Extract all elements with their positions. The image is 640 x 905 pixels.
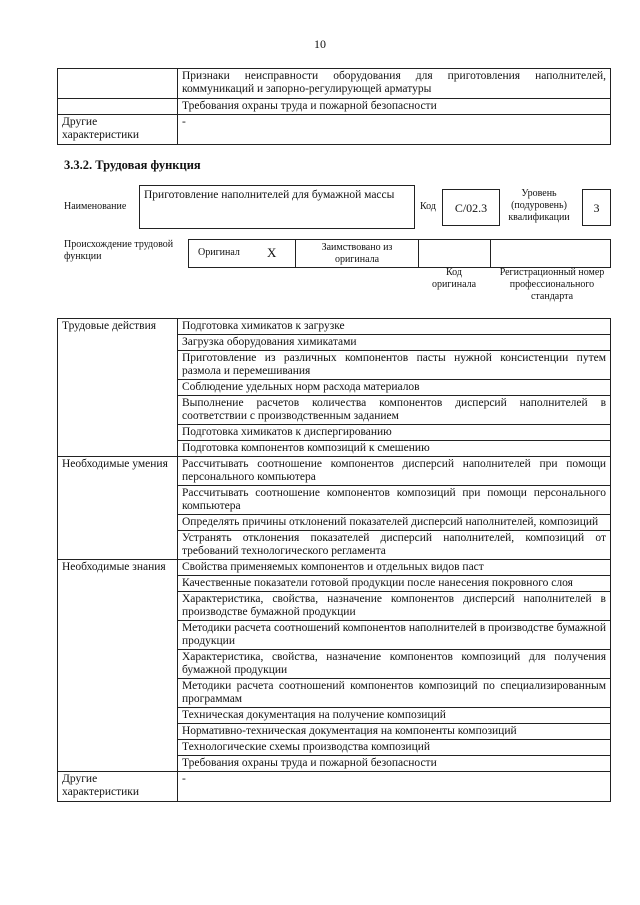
list-item: Рассчитывать соотношение компонентов дисперсий наполнителей при помощи персонального компьютера — [178, 457, 611, 486]
level-value: 3 — [593, 201, 600, 215]
list-item: Свойства применяемых компонентов и отдельных видов паст — [178, 560, 611, 576]
row-label — [58, 69, 178, 99]
list-item: Подготовка химикатов к диспергированию — [178, 425, 611, 441]
name-label: Наименование — [64, 201, 127, 212]
group-label-knowledge: Необходимые знания — [58, 560, 178, 772]
list-item: Загрузка оборудования химикатами — [178, 335, 611, 351]
table-row — [58, 115, 611, 145]
group-label-actions: Трудовые действия — [58, 319, 178, 457]
list-item: Технологические схемы производства композиций — [178, 740, 611, 756]
main-table — [57, 318, 611, 802]
list-item: Качественные показатели готовой продукции после нанесения покровного слоя — [178, 576, 611, 592]
level-label: Уровень (подуровень) квалификации — [508, 188, 570, 223]
row-label: Другие характеристики — [58, 115, 178, 145]
reg-caption: Регистрационный номер профессионального стандарта — [499, 267, 605, 302]
table-row — [58, 772, 611, 802]
origin-label: Происхождение трудовой функции — [64, 239, 174, 262]
code-label: Код — [420, 201, 436, 212]
table-row — [58, 457, 611, 486]
borrowed-label: Заимствовано из оригинала — [321, 242, 393, 265]
list-item: Характеристика, свойства, назначение компонентов дисперсий наполнителей в производстве бумажной продукции — [178, 592, 611, 621]
list-item: Нормативно-техническая документация на компоненты композиций — [178, 724, 611, 740]
table-row — [58, 560, 611, 576]
list-item: Рассчитывать соотношение компонентов композиций при помощи персонального компьютера — [178, 486, 611, 515]
page-number: 10 — [314, 37, 326, 51]
level-value-box — [582, 189, 611, 226]
list-item: Методики расчета соотношений компонентов композиций по специализированным программам — [178, 679, 611, 708]
row-text: - — [178, 115, 611, 145]
table-row — [58, 319, 611, 335]
group-label-skills: Необходимые умения — [58, 457, 178, 560]
list-item: Характеристика, свойства, назначение компонентов композиций для получения бумажной продукции — [178, 650, 611, 679]
top-table — [57, 68, 611, 145]
table-row — [58, 69, 611, 99]
origin-divider — [490, 239, 491, 268]
list-item: Подготовка химикатов к загрузке — [178, 319, 611, 335]
table-row — [58, 99, 611, 115]
list-item: Методики расчета соотношений компонентов наполнителей в производстве бумажной продукции — [178, 621, 611, 650]
group-label-other: Другие характеристики — [58, 772, 178, 802]
row-label — [58, 99, 178, 115]
origin-divider — [418, 239, 419, 268]
row-text: Требования охраны труда и пожарной безопасности — [178, 99, 611, 115]
list-item: Выполнение расчетов количества компонентов дисперсий наполнителей в соответствии с производственным заданием — [178, 396, 611, 425]
list-item: Устранять отклонения показателей дисперсий наполнителей, композиций от требований технологического регламента — [178, 531, 611, 560]
list-item: Определять причины отклонений показателей дисперсий наполнителей, композиций — [178, 515, 611, 531]
original-label: Оригинал — [198, 247, 240, 258]
code-caption: Код оригинала — [431, 267, 477, 290]
code-value-box — [442, 189, 500, 226]
section-heading: 3.3.2. Трудовая функция — [64, 158, 201, 172]
list-item: Соблюдение удельных норм расхода материалов — [178, 380, 611, 396]
name-value: Приготовление наполнителей для бумажной массы — [144, 189, 395, 201]
list-item: Требования охраны труда и пожарной безопасности — [178, 756, 611, 772]
list-item: - — [178, 772, 611, 802]
list-item: Подготовка компонентов композиций к смешению — [178, 441, 611, 457]
origin-divider — [295, 239, 296, 268]
code-value: C/02.3 — [454, 201, 488, 215]
name-value-box — [139, 185, 415, 229]
list-item: Техническая документация на получение композиций — [178, 708, 611, 724]
row-text: Признаки неисправности оборудования для приготовления наполнителей, коммуникаций и запорно-регулирующей арматуры — [178, 69, 611, 99]
list-item: Приготовление из различных компонентов пасты нужной консистенции путем размола и перемешивания — [178, 351, 611, 380]
original-mark: X — [267, 245, 277, 260]
